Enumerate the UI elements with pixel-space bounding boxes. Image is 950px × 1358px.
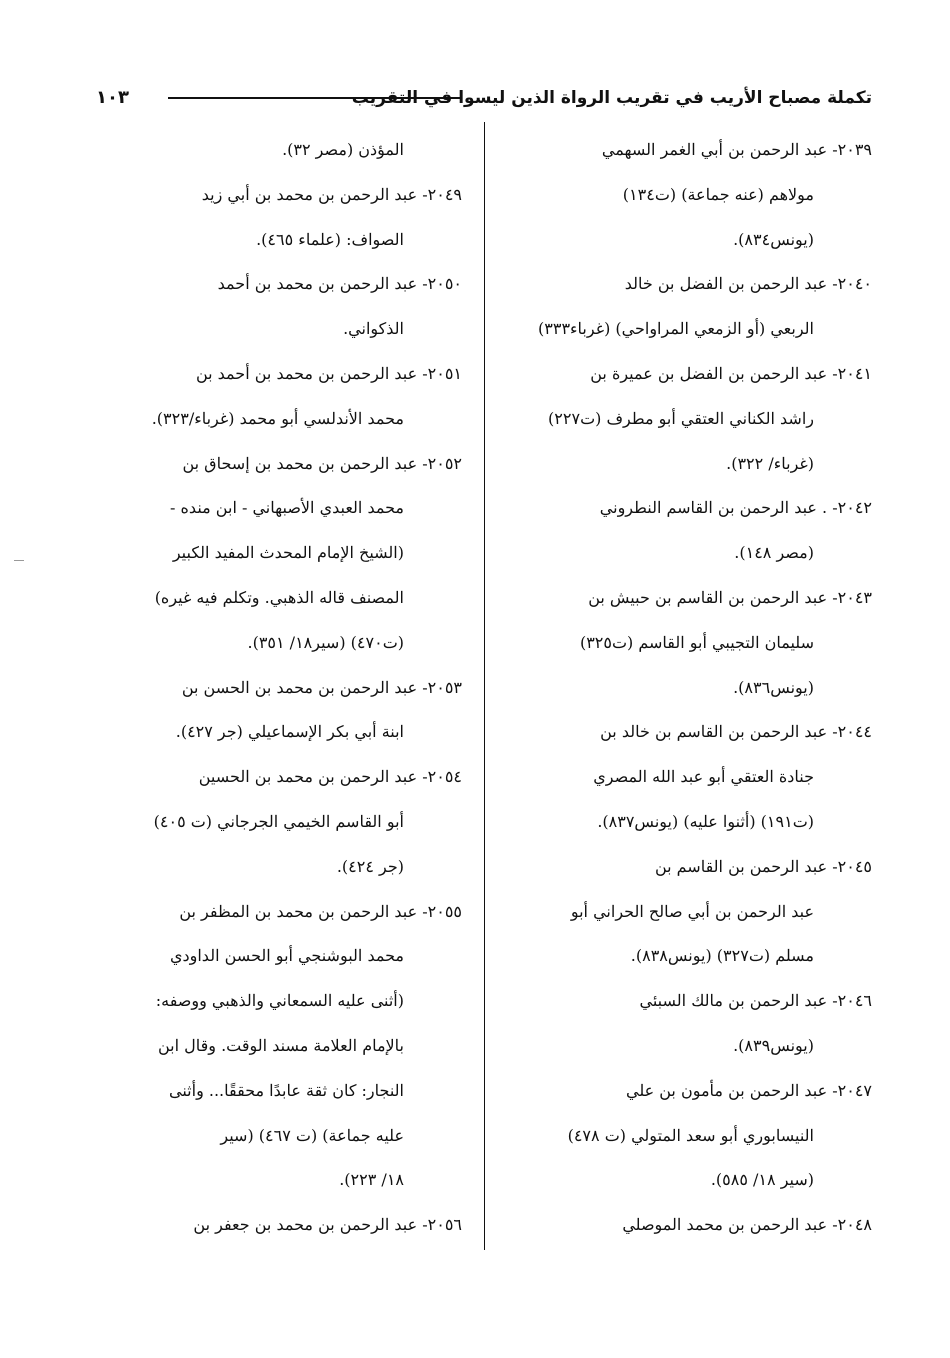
entry-continuation-line: (يونس٨٣٤).	[733, 229, 814, 249]
entry-continuation-line: (ت١٩١) (أثنوا عليه) (يونس٨٣٧).	[597, 811, 814, 831]
entry-continuation-line: (سير ١٨/ ٥٨٥).	[710, 1170, 814, 1190]
entry-heading-line: ٢٠٥٥- عبد الرحمن بن محمد بن المظفر بن	[179, 901, 462, 921]
entry-continuation-line: المصنف قاله الذهبي. وتكلم فيه غيره)	[154, 587, 404, 607]
margin-mark	[14, 560, 24, 561]
entry-heading-line: ٢٠٤٩- عبد الرحمن بن محمد بن أبي زيد	[201, 184, 462, 204]
entry	[512, 486, 872, 576]
entry-continuation-line: (مصر ١٤٨).	[734, 543, 814, 563]
entry-continuation-line: ١٨/ ٢٢٣).	[339, 1170, 404, 1190]
right-column	[512, 128, 872, 1248]
entry	[102, 890, 462, 1204]
entry	[512, 576, 872, 710]
entry-continuation-line: سليمان التجيبي أبو القاسم (ت٣٢٥)	[579, 632, 814, 652]
entry-continuation-line: بالإمام العلامة مسند الوقت. وقال ابن	[157, 1035, 404, 1055]
entry-heading-line: ٢٠٥١- عبد الرحمن بن محمد بن أحمد بن	[195, 363, 462, 383]
column-divider	[484, 122, 485, 1250]
entry-continuation-line: الربعي (أو الزمعي المراواحي) (غرباء٣٣٣)	[538, 319, 814, 339]
entry-heading-line: ٢٠٤٣- عبد الرحمن بن القاسم بن حبيش بن	[588, 587, 872, 607]
entry-continuation-line: الصواف: (علماء ٤٦٥).	[256, 229, 404, 249]
entry-continuation-line: (جر ٤٢٤).	[336, 856, 404, 876]
entry-continuation-line: ابنة أبي بكر الإسماعيلي (جر ٤٢٧).	[175, 722, 404, 742]
entry-continuation-line: (ت٤٧٠) (سير١٨/ ٣٥١).	[247, 632, 404, 652]
entry-heading-line: ٢٠٤٤- عبد الرحمن بن القاسم بن خالد بن	[600, 722, 872, 742]
entry-continuation-line: النجار: كان ثقة عابدًا محققًا... وأثنى	[169, 1080, 404, 1100]
entry	[512, 845, 872, 979]
entry-continuation-line: عليه جماعة) (ت ٤٦٧) (سير	[220, 1125, 404, 1145]
entry	[512, 979, 872, 1069]
entry	[512, 710, 872, 844]
entry	[102, 352, 462, 442]
entry-heading-line: ٢٠٤٨- عبد الرحمن بن محمد الموصلي	[622, 1215, 872, 1235]
running-header	[96, 84, 872, 118]
entry-heading-line: ٢٠٤٢- . عبد الرحمن بن القاسم النطروني	[599, 498, 872, 518]
entry-continuation-line: مولاهم (عنه جماعة) (ت١٣٤)	[622, 184, 814, 204]
entry-continuation-line: أبو القاسم الخيمي الجرجاني (ت ٤٠٥)	[153, 811, 404, 831]
running-title: تكملة مصباح الأريب في تقريب الرواة الذين ليسوا في التقريب	[351, 88, 872, 108]
entry	[512, 352, 872, 486]
entry-continuation-line: النيسابوري أبو سعد المتولي (ت ٤٧٨)	[567, 1125, 814, 1145]
entry	[102, 262, 462, 352]
entry	[102, 128, 462, 173]
entry-heading-line: ٢٠٤١- عبد الرحمن بن الفضل بن عميرة بن	[590, 363, 872, 383]
entry	[102, 442, 462, 666]
entry	[512, 128, 872, 262]
entry-continuation-line: (يونس٨٣٦).	[733, 677, 814, 697]
entry-continuation-line: (الشيخ الإمام المحدث المفيد الكبير	[172, 543, 404, 563]
entry-continuation-line: مسلم (ت٣٢٧) (يونس٨٣٨).	[630, 946, 814, 966]
entry-continuation-line: جنادة العتقي أبو عبد الله المصري	[593, 767, 814, 787]
entry-heading-line: ٢٠٤٦- عبد الرحمن بن مالك السبئي	[639, 991, 872, 1011]
entry-heading-line: ٢٠٤٧- عبد الرحمن بن مأمون بن علي	[625, 1080, 872, 1100]
entry-continuation-line: (يونس٨٣٩).	[733, 1035, 814, 1055]
left-column	[102, 128, 462, 1248]
entry	[102, 173, 462, 263]
entry	[102, 755, 462, 889]
page-number: ١٠٣	[96, 87, 129, 108]
header-rule	[168, 97, 462, 99]
entry-heading-line: ٢٠٤٥- عبد الرحمن بن القاسم بن	[654, 856, 872, 876]
entry-continuation-line: (أثنى عليه السمعاني والذهبي ووصفه:	[155, 991, 404, 1011]
entry	[102, 1203, 462, 1248]
entry	[512, 1069, 872, 1203]
entry-heading-line: ٢٠٥٠- عبد الرحمن بن محمد بن أحمد	[217, 274, 462, 294]
entry-heading-line: ٢٠٥٤- عبد الرحمن بن محمد بن الحسين	[198, 767, 462, 787]
entry-continuation-line: راشد الكناني العتقي أبو مطرف (ت٢٢٧)	[548, 408, 814, 428]
entry-heading-line: ٢٠٣٩- عبد الرحمن بن أبي الغمر السهمي	[601, 140, 872, 159]
entry-continuation-line: محمد الأندلسي أبو محمد (غرباء/٣٢٣).	[151, 408, 404, 428]
entry-continuation-line: محمد البوشنجي أبو الحسن الداودي	[169, 946, 404, 966]
entry-heading-line: ٢٠٤٠- عبد الرحمن بن الفضل بن خالد	[624, 274, 872, 294]
entry-heading-line: ٢٠٥٢- عبد الرحمن بن محمد بن إسحاق بن	[182, 453, 462, 473]
entry-continuation-line: عبد الرحمن بن أبي صالح الحراني أبو	[570, 901, 814, 921]
entry-continuation-line: المؤذن (مصر ٣٢).	[282, 140, 404, 159]
entry-continuation-line: (غرباء/ ٣٢٢).	[726, 453, 814, 473]
entry-continuation-line: الذكواني.	[343, 319, 404, 339]
entry-heading-line: ٢٠٥٦- عبد الرحمن بن محمد بن جعفر بن	[193, 1215, 462, 1235]
entry	[512, 262, 872, 352]
entry-heading-line: ٢٠٥٣- عبد الرحمن بن محمد بن الحسن بن	[181, 677, 462, 697]
entry	[102, 666, 462, 756]
entry-continuation-line: محمد العبدي الأصبهاني - ابن منده -	[170, 498, 404, 518]
entry	[512, 1203, 872, 1248]
